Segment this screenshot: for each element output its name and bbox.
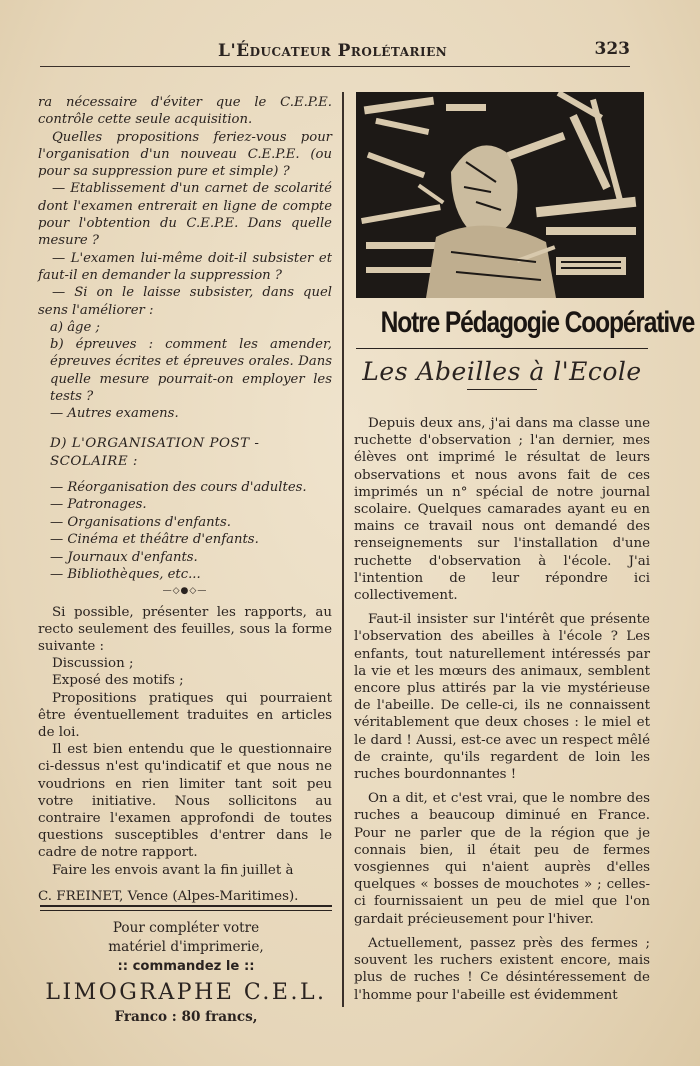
- post-school-list: [50, 479, 332, 584]
- left-column: [38, 94, 332, 904]
- ornament-divider: —◇●◇—: [162, 585, 208, 596]
- paragraph: ra nécessaire d'éviter que le C.E.P.E. contrôle cette seule acquisition.: [38, 95, 332, 128]
- page-number: 323: [594, 39, 630, 59]
- journal-title: L'Éducateur Prolétarien: [218, 41, 448, 61]
- paragraph: Si possible, présenter les rapports, au recto seulement des feuilles, sous la forme suivante :: [38, 604, 332, 655]
- ad-line: matériel d'imprimerie,: [108, 939, 264, 955]
- sub-item: a) âge ;: [50, 319, 100, 335]
- ad-line: :: commandez le ::: [117, 959, 255, 974]
- list-item: — Organisations d'enfants.: [50, 514, 231, 530]
- article-body: [354, 415, 650, 1004]
- section-d-heading: [50, 435, 332, 471]
- list-item: — Patronages.: [50, 497, 147, 513]
- paragraph: Quelles propositions feriez-vous pour l'organisation d'un nouveau C.E.P.E. (ou pour sa suppression pure et simple) ?: [38, 129, 332, 180]
- rubric-rule: [356, 348, 648, 349]
- paragraph: — Etablissement d'un carnet de scolarité dont l'examen entrerait en ligne de compte pour l'obtention du C.E.P.E. Dans quelle mesure ?: [38, 181, 332, 249]
- paragraph: On a dit, et c'est vrai, que le nombre des ruches a beaucoup diminué en France. Pour ne parler que de la région que je connais bien, il était peu de fermes vosgiennes qui n'aient auprès d'elles quelques « bosses de mouchotes » ; celles-ci fournissaient un peu de miel que l'on gardait précieusement pour l'hiver.: [354, 791, 650, 927]
- list-item: — Bibliothèques, etc...: [50, 567, 201, 583]
- article-title: Les Abeilles à l'Ecole: [362, 357, 642, 386]
- advertisement: [40, 905, 332, 1025]
- sub-item: b) épreuves : comment les amender, épreuves écrites et épreuves orales. Dans quelle mesure pourrait-on employer les tests ?: [50, 337, 332, 405]
- ad-rule: [40, 910, 332, 911]
- title-underline: [467, 389, 537, 390]
- paragraph: Discussion ;: [52, 656, 134, 672]
- paragraph: Propositions pratiques qui pourraient être éventuellement traduites en articles de loi.: [38, 690, 332, 741]
- running-header: [40, 38, 630, 67]
- paragraph: Il est bien entendu que le questionnaire ci-dessus n'est qu'indicatif et que nous ne voudrions en rien limiter tant soit peu votre initiative. Nous sollicitons au contraire l'examen approfondi de toutes questions susceptibles d'entrer dans le cadre de notre rapport.: [38, 742, 332, 861]
- paragraph: — Si on le laisse subsister, dans quel sens l'améliorer :: [38, 285, 332, 318]
- ad-product: LIMOGRAPHE C.E.L.: [45, 980, 327, 1005]
- paragraph: Exposé des motifs ;: [52, 673, 184, 689]
- list-item: — Réorganisation des cours d'adultes.: [50, 479, 307, 495]
- paragraph: Depuis deux ans, j'ai dans ma classe une ruchette d'observation ; l'an dernier, mes élèves ont imprimé le résultat de leurs observations et nous avons fait de ces imprimés un n° spécial de notre journal scolaire. Quelques camarades ayant eu en mains ce travail nous ont demandé des renseignements sur l'installation d'une ruchette d'observation à l'école. J'ai l'intention de leur répondre ici collectivement.: [354, 416, 650, 604]
- rubric-heading: Notre Pédagogie Coopérative: [380, 306, 695, 339]
- signature: C. FREINET, Vence (Alpes-Maritimes).: [38, 888, 299, 904]
- section-title: L'ORGANISATION POST - SCOLAIRE :: [50, 435, 260, 469]
- ad-price: Franco : 80 francs,: [114, 1009, 258, 1025]
- woodcut-illustration: [356, 92, 644, 298]
- paragraph: Faut-il insister sur l'intérêt que présente l'observation des abeilles à l'école ? Les enfants, tout naturellement intéressés par la vie et les mœurs des animaux, semblent encore plus attirés par la vie mystérieuse de l'abeille. De celle-ci, ils ne connaissent véritablement que deux choses : le miel et le dard ! Aussi, est-ce avec un respect mêlé de crainte, qu'ils regardent de loin les ruches bourdonnantes !: [354, 612, 650, 783]
- paragraph: Actuellement, passez près des fermes ; souvent les ruchers existent encore, mais plus de ruches ! Ce désintéressement de l'homme pour l'abeille est évidemment: [354, 935, 650, 1003]
- column-divider: [342, 92, 344, 1007]
- woodcut-image: [356, 92, 644, 298]
- sub-item: — Autres examens.: [50, 406, 179, 422]
- paragraph: — L'examen lui-même doit-il subsister et faut-il en demander la suppression ?: [38, 250, 332, 283]
- right-column: [354, 92, 695, 1004]
- paragraph: Faire les envois avant la fin juillet à: [52, 862, 294, 878]
- list-item: — Cinéma et théâtre d'enfants.: [50, 532, 259, 548]
- ad-rule: [40, 905, 332, 907]
- ad-line: Pour compléter votre: [112, 920, 260, 936]
- section-letter: D): [50, 435, 67, 451]
- list-item: — Journaux d'enfants.: [50, 549, 198, 565]
